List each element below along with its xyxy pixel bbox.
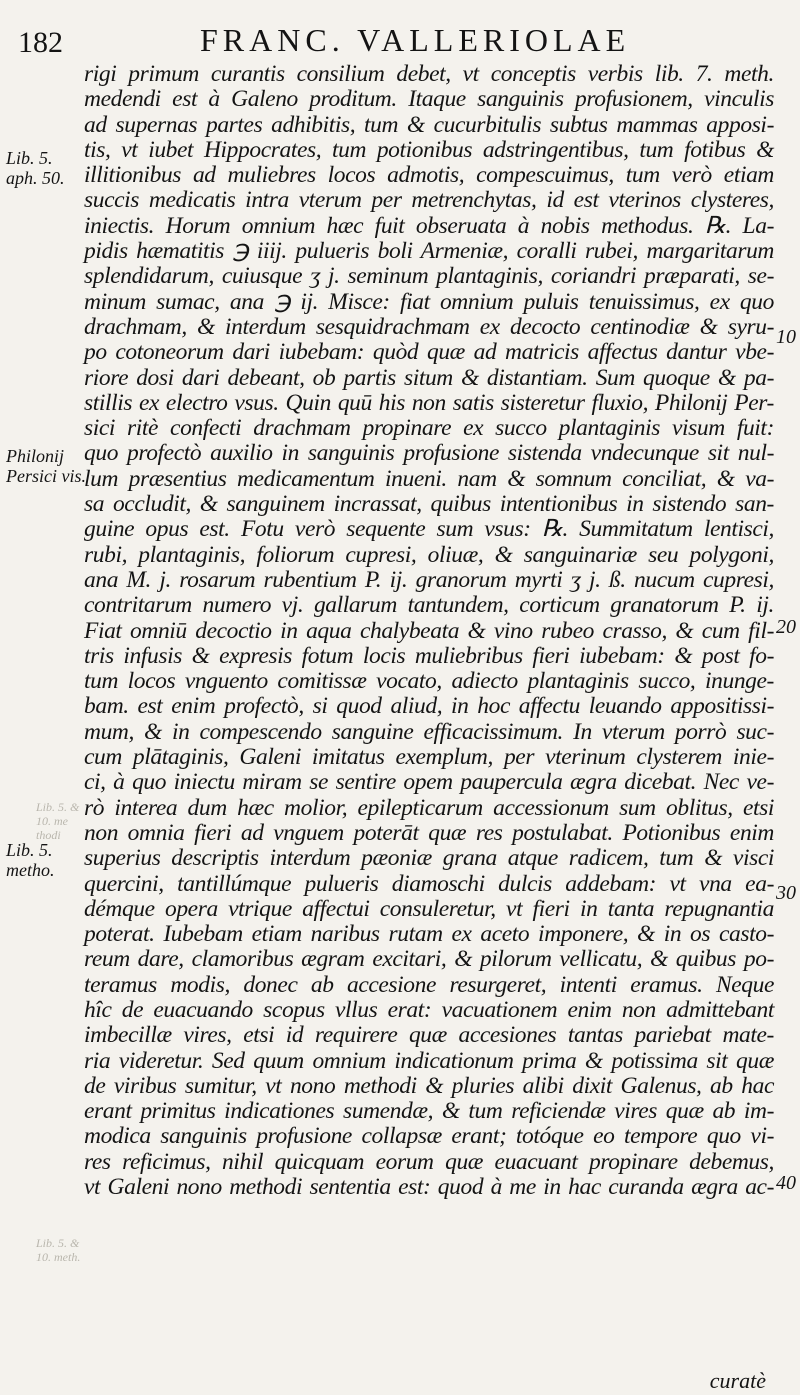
text-line: ad supernas partes adhibitis, tum & cucurbitulis subtus mammas apposi- [84,111,774,138]
text-line: res reficimus, nihil quicquam eorum quæ euacuant propinare debemus, [84,1148,774,1175]
line-number: 20 [776,616,796,638]
text-line: lum præsentius medicamentum inueni. nam & somnum conciliat, & va- [84,465,774,492]
text-line: drachmam, & interdum sesquidrachmam ex decocto centinodiæ & syru- [84,313,774,340]
show-through-text: Lib. 5. & 10. me thodi [36,800,80,842]
text-line: minum sumac, ana ℈ ij. Misce: fiat omnium puluis tenuissimus, ex quo [84,288,774,315]
text-line: iniectis. Horum omnium hæc fuit obseruata à nobis methodus. ℞. La- [84,212,774,239]
text-line: ci, à quo iniectu miram se sentire opem paupercula ægra dicebat. Nec ve- [84,769,774,796]
text-line: illitionibus ad muliebres locos admotis, compescuimus, tum verò etiam [84,162,774,189]
text-line: bam. est enim profectò, si quod aliud, in hoc affectu leuando appositissi- [84,693,774,720]
text-line: medendi est à Galeno proditum. Itaque sanguinis profusionem, vinculis [84,86,774,113]
text-line: sici ritè confecti drachmam propinare ex succo plantaginis visum fuit: [84,415,774,442]
page-number: 182 [18,26,63,59]
text-line: rigi primum curantis consilium debet, vt conceptis verbis lib. 7. meth. [84,61,774,87]
text-line: tis, vt iubet Hippocrates, tum potionibus adstringentibus, tum fotibus & [84,136,774,163]
text-line: rò interea dum hæc molior, epilepticarum accessionum sum oblitus, etsi [84,794,774,821]
marginal-note: Lib. 5. metho. [6,840,55,880]
text-line: reum dare, clamoribus ægram excitari, & pilorum vellicatu, & quibus po- [84,946,774,973]
text-line: quo profectò auxilio in sanguinis profusione sistenda vndecunque sit nul- [84,440,774,467]
marginal-note: Philonij Persici vis. [6,446,86,486]
running-head: FRANC. VALLERIOLAE [200,22,631,58]
text-line: superius descriptis interdum pæoniæ grana atque radicem, tum & visci [84,845,774,872]
text-line: guine opus est. Fotu verò sequente sum vsus: ℞. Summitatum lentisci, [84,516,774,543]
text-line: poterat. Iubebam etiam naribus rutam ex aceto imponere, & in os casto- [84,921,774,948]
text-line: non omnia fieri ad vnguem poterāt quæ res postulabat. Potionibus enim [84,819,774,846]
text-line: tris infusis & expresis fotum locis muliebribus fieri iubebam: & post fo- [84,642,774,669]
text-line: contritarum numero vj. gallarum tantundem, corticum granatorum P. ij. [84,592,774,619]
text-line: succis medicatis intra vterum per metrenchytas, id est vterinos clysteres, [84,187,774,214]
text-line: pidis hæmatitis ℈ iiij. pulueris boli Armeniæ, coralli rubei, margaritarum [84,238,774,265]
text-line: cum plātaginis, Galeni imitatus exemplum, per vterinum clysterem inie- [84,744,774,771]
text-line: ria videretur. Sed quum omnium indicationum prima & potissima sit quæ [84,1047,774,1074]
text-line: tum locos vnguento comitissæ vocato, adiecto plantaginis succo, inunge- [84,668,774,695]
text-line: erant primitus indicationes sumendæ, & tum reficiendæ vires quæ ab im- [84,1098,774,1125]
text-line: riore dosi dari debeant, ob partis situm & distantiam. Sum quoque & pa- [84,364,774,391]
text-line: splendidarum, cuiusque ʒ j. seminum plantaginis, coriandri præparati, se- [84,263,774,290]
text-line: vt Galeni nono methodi sententia est: quod à me in hac curanda ægra ac- [84,1174,774,1201]
main-text-block [84,62,774,1226]
text-line: mum, & in compescendo sanguine efficacissimum. In vterum porrò suc- [84,718,774,745]
text-line: imbecillæ vires, etsi id requirere quæ accesiones tantas pariebat mate- [84,1022,774,1049]
text-line: rubi, plantaginis, foliorum cupresi, oliuæ, & sanguinariæ seu polygoni, [84,541,774,568]
text-line: teramus modis, donec ab accesione resurgeret, intenti eramus. Neque [84,971,774,998]
text-line: hîc de euacuando scopus vllus erat: vacuationem enim non admittebant [84,996,774,1023]
line-number: 10 [776,326,796,348]
text-line: stillis ex electro vsus. Quin quū his non satis sisteretur fluxio, Philonij Per- [84,389,774,416]
text-line: Fiat omniū decoctio in aqua chalybeata & vino rubeo crasso, & cum fil- [84,617,774,644]
text-line: de viribus sumitur, vt nono methodi & pluries alibi dixit Galenus, ab hac [84,1072,774,1099]
text-line: quercini, tantillúmque pulueris diamoschi dulcis addebam: vt vna ea- [84,870,774,897]
line-number: 30 [776,882,796,904]
text-line: ana M. j. rosarum rubentium P. ij. granorum myrti ʒ j. ß. nucum cupresi, [84,566,774,593]
text-line: sa occludit, & sanguinem incrassat, quibus intentionibus in sistendo san- [84,491,774,518]
text-line: modica sanguinis profusione collapsæ erant; totóque eo tempore quo vi- [84,1123,774,1150]
catchword: curatè [709,1368,766,1393]
line-number: 40 [776,1172,796,1194]
marginal-note: Lib. 5. aph. 50. [6,148,65,188]
text-line [84,1200,774,1225]
text-line: po cotoneorum dari iubebam: quòd quæ ad matricis affectus dantur vbe- [84,339,774,366]
text-line: démque opera vtrique affectui consuleretur, vt fieri in tanta repugnantia [84,895,774,922]
show-through-text: Lib. 5. & 10. meth. [36,1236,81,1264]
